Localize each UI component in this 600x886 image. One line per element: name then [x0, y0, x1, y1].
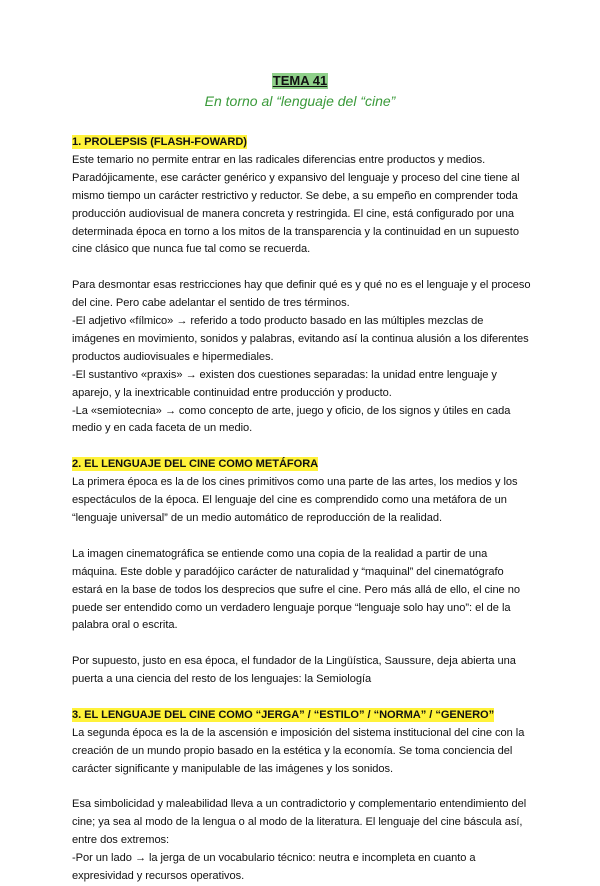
- paragraph: Por supuesto, justo en esa época, el fundador de la Lingüística, Saussure, deja abierta una puerta a una ciencia del resto de los lenguajes: la Semiología: [72, 655, 516, 686]
- section-heading-2: 2. EL LENGUAJE DEL CINE COMO METÁFORA: [72, 458, 319, 471]
- paragraph: Este temario no permite entrar en las radicales diferencias entre productos y medios. Paradójicamente, ese carácter genérico y expansivo del lenguaje y proceso del cine tiene al mismo tiempo un carácter restrictivo y reductor. Se debe, a su empeño en comprender toda producción audiovisual de manera concreta y restringida. El cine, está configurado por una determinada época en torno a los mitos de la transparencia y la continuidad en un supuesto cine clásico que nunca fue tal como se recuerda.: [72, 153, 520, 256]
- paragraph: Para desmontar esas restricciones hay que definir qué es y qué no es el lenguaje y el proceso del cine. Pero cabe adelantar el sentido de tres términos. -El adjetivo «fílmico» → referido a todo producto basado en las múltiples mezclas de imágenes en movimiento, sonidos y palabras, evitando así la continua alusión a los diferentes productos audiovisuales e hipermediales. -El sustantivo «praxis» → existen dos cuestiones separadas: la unidad entre lenguaje y aparejo, y la inextricable continuidad entre producción y producto. -La «semiotecnia» → como concepto de arte, juego y oficio, de los signos y útiles en cada medio y en cada faceta de un medio.: [72, 279, 531, 435]
- paragraph: Esa simbolicidad y maleabilidad lleva a un contradictorio y complementario entendimiento del cine; ya sea al modo de la lengua o al modo de la literatura. El lenguaje del cine báscula así, entre dos extremos: -Por un lado → la jerga de un vocabulario técnico: neutra e incompleta en cuanto a expresividad y recursos operativos.: [72, 798, 527, 883]
- section-2: [72, 456, 532, 689]
- title-block: [0, 72, 600, 110]
- document-subtitle: En torno al “lenguaje del “cine”: [204, 93, 396, 109]
- section-heading-3: 3. EL LENGUAJE DEL CINE COMO “JERGA” / “ESTILO” / “NORMA” / “GENERO”: [72, 708, 495, 721]
- document-body: [72, 134, 532, 886]
- section-3: [72, 707, 532, 886]
- paragraph: La segunda época es la de la ascensión e imposición del sistema institucional del cine con la creación de un mundo propio basado en la estética y la economía. Se toma conciencia del carácter significante y manipulable de las imágenes y los sonidos.: [72, 726, 525, 775]
- section-heading-1: 1. PROLEPSIS (FLASH-FOWARD): [72, 136, 247, 148]
- document-title: TEMA 41: [272, 73, 328, 88]
- section-1: [72, 134, 532, 438]
- paragraph: La primera época es la de los cines primitivos como una parte de las artes, los medios y los espectáculos de la época. El lenguaje del cine es comprendido como una metáfora de un “lenguaje universal” de un medio automático de reproducción de la realidad.: [72, 476, 518, 524]
- paragraph: La imagen cinematográfica se entiende como una copia de la realidad a partir de una máquina. Este doble y paradójico carácter de naturalidad y “maquinal” del cinematógrafo estará en la base de todos los desprecios que sufre el cine. Pero más allá de ello, el cine no puede ser entendido como un verdadero lenguaje porque “lenguaje solo hay uno”: el de la palabra oral o escrita.: [72, 547, 520, 632]
